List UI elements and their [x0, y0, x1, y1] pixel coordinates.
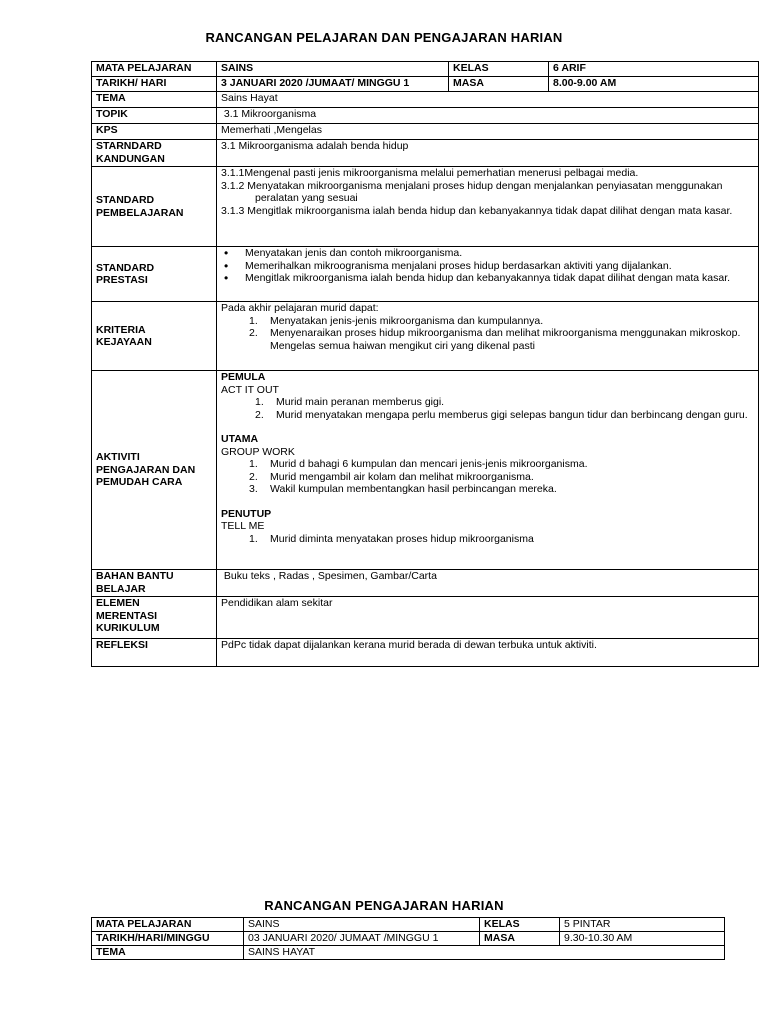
- list-item: 3. Wakil kumpulan membentangkan hasil perbincangan mereka.: [249, 483, 557, 495]
- table-row: [92, 247, 759, 302]
- class-value: 5 PINTAR: [560, 918, 725, 932]
- table-row: [92, 77, 759, 92]
- theme-label: TEMA: [92, 946, 244, 960]
- subject-label: MATA PELAJARAN: [92, 62, 217, 77]
- theme-value: Sains Hayat: [217, 92, 759, 108]
- table-row: [92, 639, 759, 667]
- learning-standard-value: [217, 167, 759, 247]
- time-value: 9.30-10.30 AM: [560, 932, 725, 946]
- time-label: MASA: [449, 77, 549, 92]
- class-label: KELAS: [480, 918, 560, 932]
- kps-label: KPS: [92, 124, 217, 140]
- list-item: 3.1.2 Menyatakan mikroorganisma menjalani proses hidup dengan menjalankan penyiasatan menggunakan peralatan yang sesuai: [221, 179, 723, 204]
- table-row: [92, 108, 759, 124]
- kps-value: Memerhati ,Mengelas: [217, 124, 759, 140]
- date-value: 03 JANUARI 2020/ JUMAAT /MINGGU 1: [244, 932, 480, 946]
- theme-label: TEMA: [92, 92, 217, 108]
- second-page-title: RANCANGAN PENGAJARAN HARIAN: [264, 898, 504, 913]
- list-item: 2. Murid menyatakan mengapa perlu memberus gigi selepas bangun tidur dan berbincang dengan guru.: [255, 408, 748, 421]
- list-item: 1. Murid diminta menyatakan proses hidup mikroorganisma: [249, 532, 534, 545]
- table-row: [92, 932, 725, 946]
- table-row: [92, 92, 759, 108]
- list-item: 3.1.3 Mengitlak mikroorganisma ialah benda hidup dan kebanyakannya tidak dapat dilihat dengan mata kasar.: [221, 204, 733, 217]
- table-row: [92, 302, 759, 371]
- page-title: RANCANGAN PELAJARAN DAN PENGAJARAN HARIAN: [205, 30, 563, 45]
- content-standard-value: 3.1 Mikroorganisma adalah benda hidup: [217, 140, 759, 167]
- success-criteria-label: KRITERIA KEJAYAAN: [92, 302, 217, 371]
- list-item: • Mengitlak mikroorganisma ialah benda hidup dan kebanyakannya tidak dapat dilihat dengan mata kasar.: [221, 272, 754, 285]
- section-heading: PEMULA: [221, 371, 266, 383]
- learning-standard-label: STANDARD PEMBELAJARAN: [92, 167, 217, 247]
- performance-standard-value: [217, 247, 759, 302]
- table-row: [92, 946, 725, 960]
- content-standard-label: STARNDARD KANDUNGAN: [92, 140, 217, 167]
- subject-label: MATA PELAJARAN: [92, 918, 244, 932]
- section-heading: UTAMA: [221, 433, 259, 445]
- materials-value: Buku teks , Radas , Spesimen, Gambar/Carta: [217, 570, 759, 597]
- activities-value: PEMULA ACT IT OUT 1. Murid main peranan memberus gigi. 2. Murid menyatakan mengapa perlu memberus gigi selepas bangun tidur dan berbincang dengan guru. UTAMA GROUP WORK 1. Murid d bahagi 6 kumpulan dan mencari jenis-jenis mikroorganisma. 2. Murid mengambil air kolam dan melihat mikroorganisma. 3. Wakil kumpulan membentangkan hasil perbincangan mereka. PENUTUP TELL ME 1. Murid diminta menyatakan proses hidup mikroorganisma: [217, 371, 759, 570]
- list-item: 2. Menyenaraikan proses hidup mikroorganisma dan melihat mikroorganisma menggunakan mikroskop. Mengelas semua haiwan mengikut ciri yang dikenal pasti: [249, 327, 741, 352]
- cross-curricular-value: Pendidikan alam sekitar: [217, 597, 759, 639]
- subject-value: SAINS: [217, 62, 449, 77]
- table-row: [92, 570, 759, 597]
- table-row: [92, 140, 759, 167]
- materials-label: BAHAN BANTU BELAJAR: [92, 570, 217, 597]
- list-item: • Menyatakan jenis dan contoh mikroorganisma.: [221, 247, 754, 260]
- list-item: • Memerihalkan mikroogranisma menjalani proses hidup berdasarkan aktiviti yang dijalankan.: [221, 260, 754, 273]
- date-label: TARIKH/ HARI: [92, 77, 217, 92]
- date-label: TARIKH/HARI/MINGGU: [92, 932, 244, 946]
- subject-value: SAINS: [244, 918, 480, 932]
- list-item: 3.1.1Mengenal pasti jenis mikroorganisma melalui pemerhatian menerusi pelbagai media.: [221, 167, 639, 179]
- class-value: 6 ARIF: [549, 62, 759, 77]
- lesson-plan-table: [91, 61, 759, 667]
- success-criteria-value: Pada akhir pelajaran murid dapat: 1. Menyatakan jenis-jenis mikroorganisma dan kumpulannya. 2. Menyenaraikan proses hidup mikroorganisma dan melihat mikroorganisma menggunakan mikroskop. Mengelas semua haiwan mengikut ciri yang dikenal pasti: [217, 302, 759, 371]
- table-row: [92, 371, 759, 570]
- table-row: [92, 597, 759, 639]
- topic-label: TOPIK: [92, 108, 217, 124]
- date-value: 3 JANUARI 2020 /JUMAAT/ MINGGU 1: [217, 77, 449, 92]
- class-label: KELAS: [449, 62, 549, 77]
- topic-value: 3.1 Mikroorganisma: [217, 108, 759, 124]
- activities-label: AKTIVITI PENGAJARAN DAN PEMUDAH CARA: [92, 371, 217, 570]
- time-value: 8.00-9.00 AM: [549, 77, 759, 92]
- section-heading: PENUTUP: [221, 507, 272, 520]
- table-row: [92, 167, 759, 247]
- reflection-value: PdPc tidak dapat dijalankan kerana murid berada di dewan terbuka untuk aktiviti.: [217, 639, 759, 667]
- list-item: 2. Murid mengambil air kolam dan melihat mikroorganisma.: [249, 470, 534, 483]
- time-label: MASA: [480, 932, 560, 946]
- list-item: 1. Murid main peranan memberus gigi.: [255, 396, 445, 408]
- theme-value: SAINS HAYAT: [244, 946, 725, 960]
- table-row: [92, 124, 759, 140]
- cross-curricular-label: ELEMEN MERENTASI KURIKULUM: [92, 597, 217, 639]
- reflection-label: REFLEKSI: [92, 639, 217, 667]
- table-row: [92, 918, 725, 932]
- second-lesson-plan-table: [91, 917, 725, 960]
- list-item: 1. Menyatakan jenis-jenis mikroorganisma dan kumpulannya.: [249, 314, 544, 327]
- performance-standard-label: STANDARD PRESTASI: [92, 247, 217, 302]
- table-row: [92, 62, 759, 77]
- list-item: 1. Murid d bahagi 6 kumpulan dan mencari jenis-jenis mikroorganisma.: [249, 458, 588, 470]
